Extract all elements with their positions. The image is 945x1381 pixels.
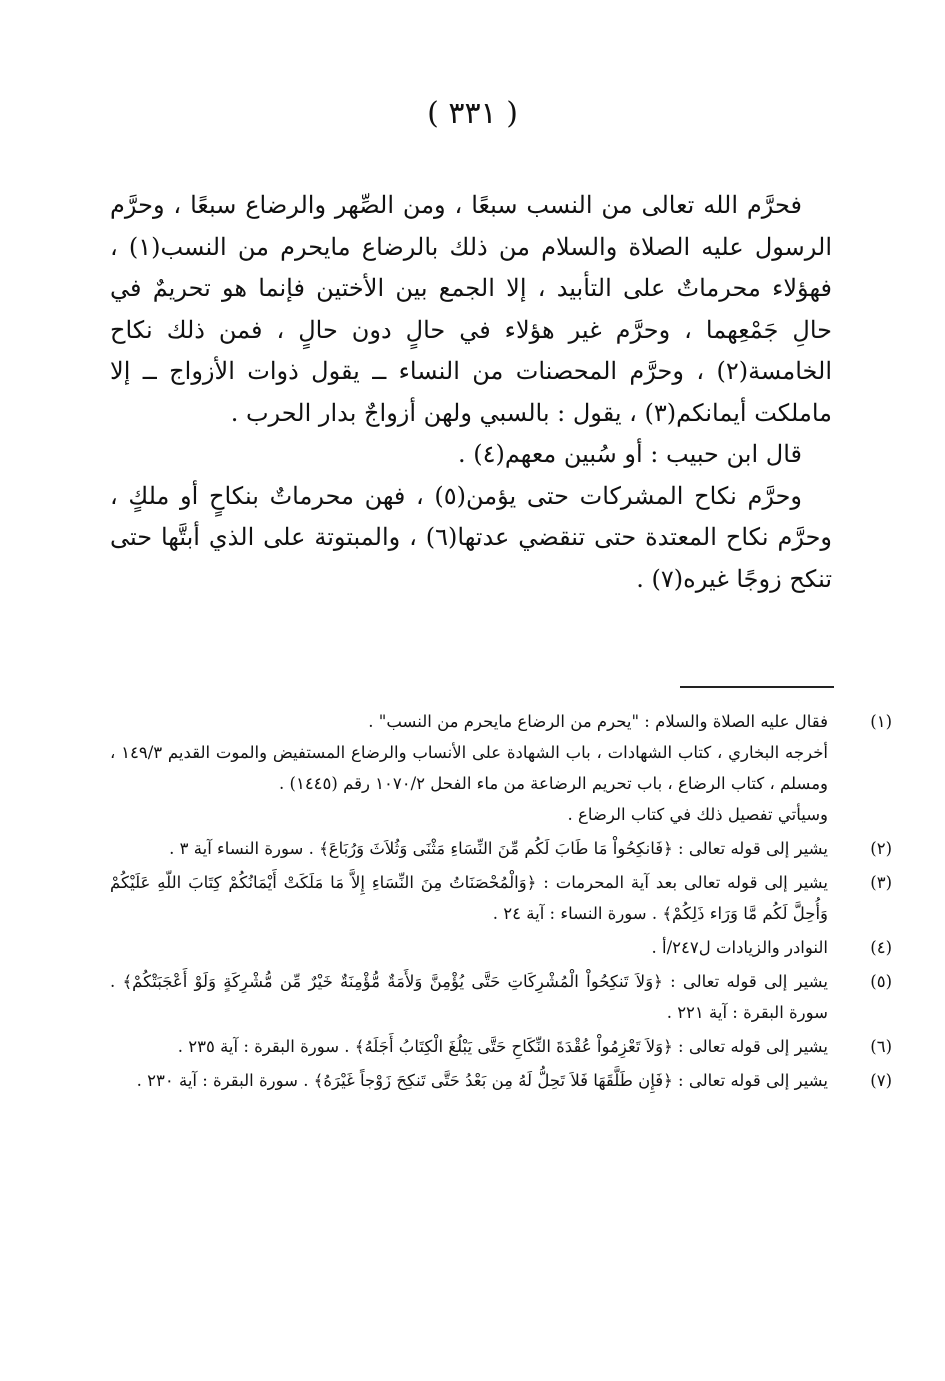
footnote-number: (٣) [870, 873, 892, 892]
footnote-line: فقال عليه الصلاة والسلام : "يحرم من الرضاع مايحرم من النسب" . [368, 712, 828, 731]
footnote-line: يشير إلى قوله تعالى : ﴿وَلاَ تَنكِحُواْ الْمُشْرِكَاتِ حَتَّى يُؤْمِنَّ وَلأَمَةٌ مُّؤْمِنَةٌ خَيْرٌ مِّن مُّشْرِكَةٍ وَلَوْ أَعْجَبَتْكُمْ﴾ . سورة البقرة : آية ٢٢١ . [110, 972, 828, 1022]
footnote-5 [110, 966, 892, 1028]
footnote-7 [110, 1065, 892, 1096]
footnote-line: وسيأتي تفصيل ذلك في كتاب الرضاع . [567, 805, 828, 824]
footnote-number: (٧) [870, 1071, 892, 1090]
page-number: ( ٣٣١ ) [427, 96, 518, 131]
paragraph-1: فحرَّم الله تعالى من النسب سبعًا ، ومن الصِّهر والرضاع سبعًا ، وحرَّم الرسول عليه الصلاة والسلام من ذلك بالرضاع مايحرم من النسب(١) ، فهؤلاء محرماتٌ على التأبيد ، إلا الجمع بين الأختين فإنما هو تحريمٌ في حالِ جَمْعِهما ، وحرَّم غير هؤلاء في حالٍ دون حالٍ ، فمن ذلك نكاح الخامسة(٢) ، وحرَّم المحصنات من النساء ــ يقول ذوات الأزواج ــ إلا ماملكت أيمانكم(٣) ، يقول : بالسبي ولهن أزواجٌ بدار الحرب . [110, 191, 832, 427]
footnote-line: النوادر والزيادات ل٢٤٧/أ . [651, 938, 828, 957]
footnote-text [110, 1031, 828, 1062]
footnote-4 [110, 932, 892, 963]
footnote-separator [680, 686, 834, 688]
paragraph-2: قال ابن حبيب : أو سُبين معهم(٤) . [457, 440, 802, 468]
footnote-line: أخرجه البخاري ، كتاب الشهادات ، باب الشهادة على الأنساب والرضاع المستفيض والموت القديم ١٤٩/٣ ، ومسلم ، كتاب الرضاع ، باب تحريم الرضاعة من ماء الفحل ١٠٧٠/٢ رقم (١٤٤٥) . [110, 743, 828, 793]
footnote-text [110, 966, 828, 1028]
footnotes [110, 706, 892, 1099]
footnote-text [110, 867, 828, 929]
main-text [110, 185, 832, 600]
footnote-number: (٤) [870, 938, 892, 957]
footnote-text [110, 932, 828, 963]
footnote-text [110, 706, 828, 830]
footnote-number: (٥) [870, 972, 892, 991]
footnote-2 [110, 833, 892, 864]
footnote-number: (٢) [870, 839, 892, 858]
footnote-number: (٦) [870, 1037, 892, 1056]
paragraph-3: وحرَّم نكاح المشركات حتى يؤمن(٥) ، فهن محرماتٌ بنكاحٍ أو ملكٍ ، وحرَّم نكاح المعتدة حتى تنقضي عدتها(٦) ، والمبتوتة على الذي أبتَّها حتى تنكح زوجًا غيره(٧) . [110, 481, 832, 593]
footnote-6 [110, 1031, 892, 1062]
footnote-number: (١) [870, 712, 892, 731]
footnote-line: يشير إلى قوله تعالى : ﴿فَإِن طَلَّقَهَا فَلاَ تَحِلُّ لَهُ مِن بَعْدُ حَتَّى تَنكِحَ زَوْجاً غَيْرَهُ﴾ . سورة البقرة : آية ٢٣٠ . [136, 1071, 828, 1090]
footnote-text [110, 1065, 828, 1096]
footnote-line: يشير إلى قوله تعالى : ﴿وَلاَ تَعْزِمُواْ عُقْدَةَ النِّكَاحِ حَتَّى يَبْلُغَ الْكِتَابُ أَجَلَهُ﴾ . سورة البقرة : آية ٢٣٥ . [177, 1037, 828, 1056]
footnote-line: يشير إلى قوله تعالى بعد آية المحرمات : ﴿وَالْمُحْصَنَاتُ مِنَ النِّسَاءِ إِلاَّ مَا مَلَكَتْ أَيْمَانُكُمْ كِتَابَ اللّهِ عَلَيْكُمْ وَأُحِلَّ لَكُم مَّا وَرَاء ذَلِكُمْ﴾ . سورة النساء : آية ٢٤ . [110, 873, 828, 923]
footnote-3 [110, 867, 892, 929]
footnote-text [110, 833, 828, 864]
footnote-line: يشير إلى قوله تعالى : ﴿فَانكِحُواْ مَا طَابَ لَكُم مِّنَ النِّسَاءِ مَثْنَى وَثُلاَثَ وَرُبَاعَ﴾ . سورة النساء آية ٣ . [169, 839, 828, 858]
footnote-1 [110, 706, 892, 830]
